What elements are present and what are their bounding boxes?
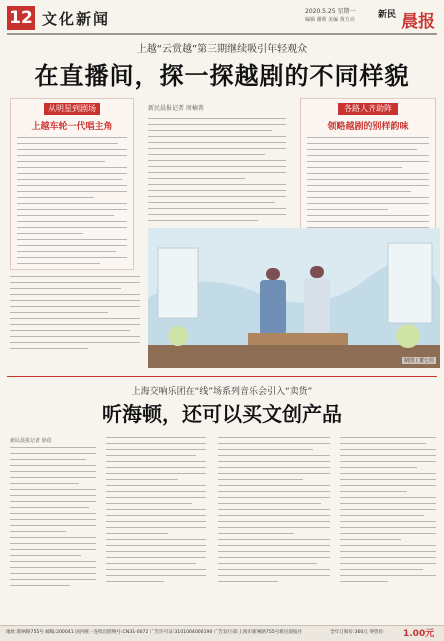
mid-body-text [148,118,286,226]
article2-headline: 听海顿，还可以买文创产品 [102,402,342,426]
article2-byline: 新民晨报记者 徐蓓 [10,438,52,444]
right-tag: 各路人齐助阵 [338,103,398,115]
left-body-text [17,137,127,269]
stage-photo-illustration [148,228,440,368]
masthead-name: 新民 [378,10,397,20]
article2-col4-text [340,437,436,587]
left-lower-text [10,276,140,354]
left-tag: 从明星到剧场 [44,103,100,115]
section-title: 文化新闻 [42,10,111,28]
article2-col2-text [106,437,206,587]
masthead-name-big: 晨报 [401,12,436,32]
article2-col3-text [218,437,330,587]
right-heading: 领略越剧的别样韵味 [327,122,409,132]
masthead-logo [378,7,438,32]
header-date: 2020.5.25 星期一 [305,8,356,15]
header-rule [7,33,437,35]
photo-caption: 制图 / 董七佳 [404,358,434,364]
article2-col1-text [10,447,96,591]
article-divider [7,376,437,377]
header-editor: 编辑 谢莉 美编 黄方亮 [305,17,355,23]
footer-price-value: 1.00元 [403,629,435,639]
stage-photo [148,228,440,368]
article1-subtitle: 上越“云赏越”第三期继续吸引年轻观众 [136,44,308,55]
footer-price-label: 全年订阅价:360元 零售价: [330,630,385,635]
footer-info: 地址:新闸路755号 邮编:200041 国内统一连续出版物号:CN31-0072 广告许可证:3101004000190 广告发行部:上海市新闸路755号新民晨报社 [6,630,303,635]
left-column-box [10,98,134,270]
article1-headline: 在直播间，探一探越剧的不同样貌 [34,61,410,90]
page-number-badge: 12 [7,6,35,30]
left-heading: 上越车轮一代唱主角 [31,122,113,132]
article2-subtitle: 上海交响乐团在“线”场系列音乐会引入“卖货” [131,387,313,397]
mid-byline: 新民晨报记者 周楠菁 [148,105,204,112]
